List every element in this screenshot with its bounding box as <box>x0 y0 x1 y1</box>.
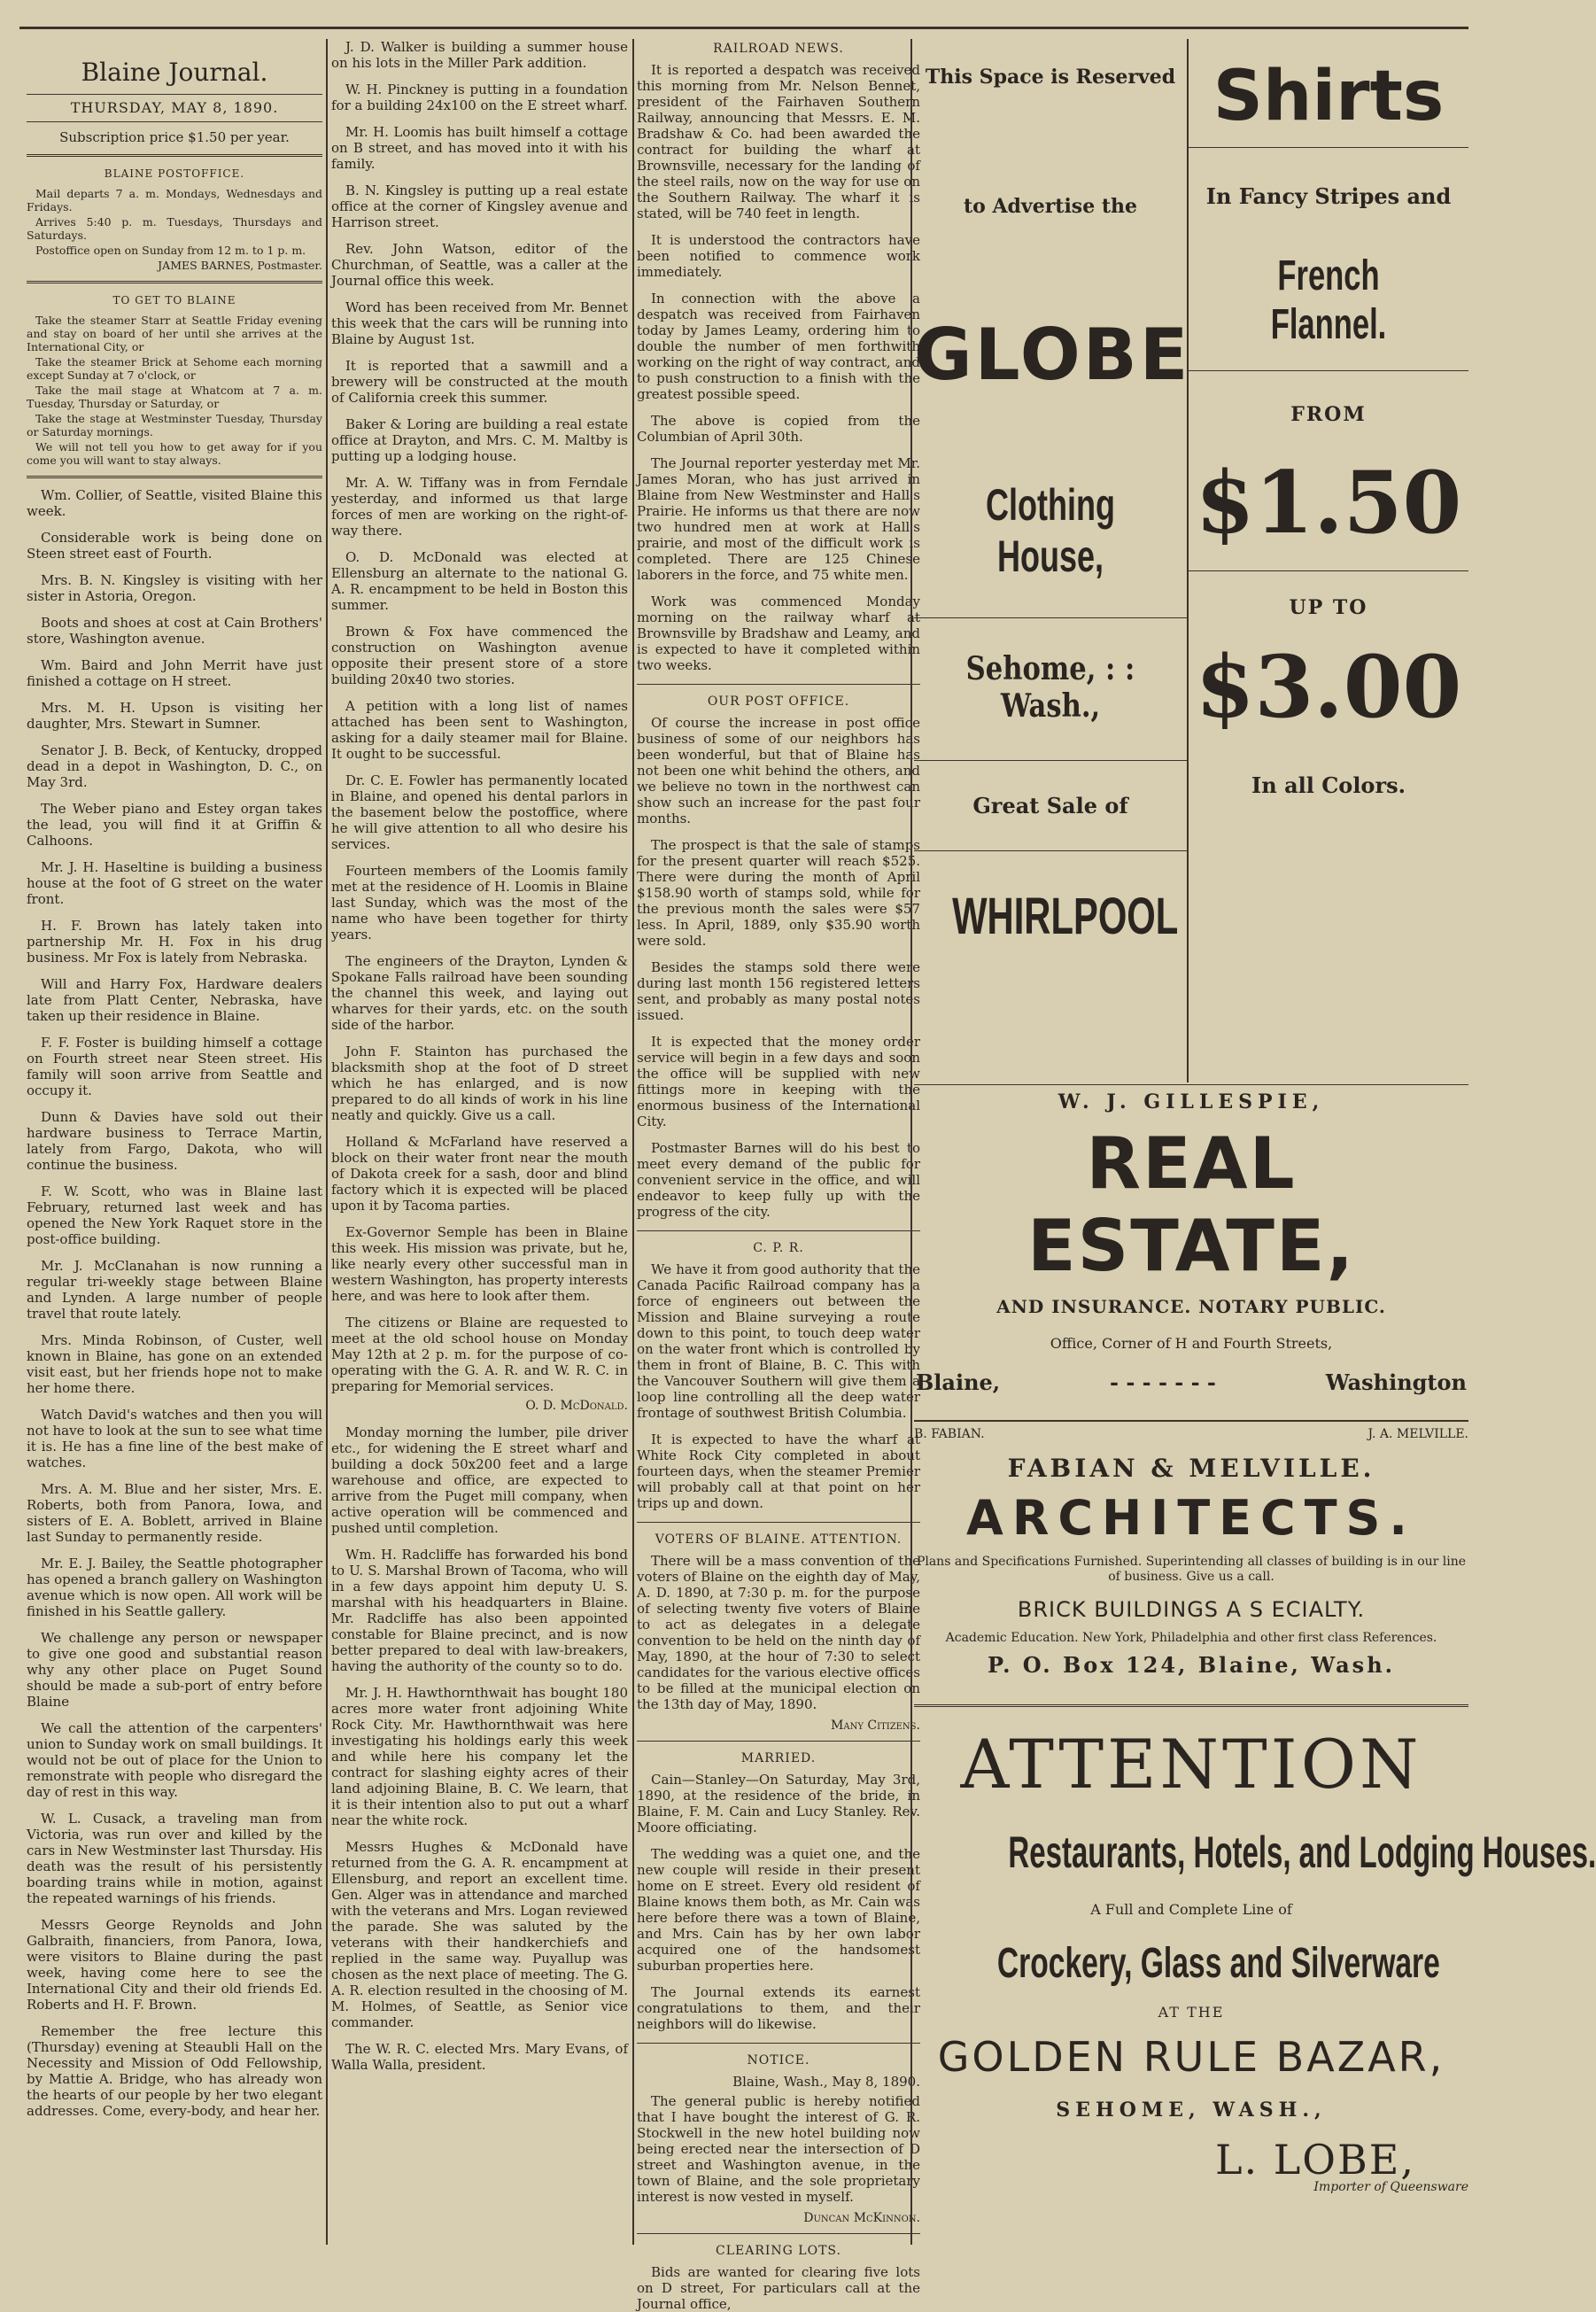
globe-sehome: Sehome, : : Wash., <box>965 650 1135 725</box>
postoffice-line: JAMES BARNES, Postmaster. <box>158 259 322 272</box>
news-item: Mrs. A. M. Blue and her sister, Mrs. E. Roberts, both from Panora, Iowa, and sisters of E. A. Boblett, arrived in Blaine last Sunday to permanently reside. <box>27 1481 322 1545</box>
railroad-item: It is reported a despatch was received this morning from Mr. Nelson Bennet, president of the Fairhaven Southern Railway, announcing that Messrs. E. M. Bradshaw & Co. had been awarded the contract for building the wharf at Brownsville, necessary for the landing of the steel rails, now on the way for use on the Southern Railway. The wharf it is stated, will be 740 feet in length. <box>637 62 920 221</box>
news-item: W. H. Pinckney is putting in a foundation for a building 24x100 on the E street wharf. <box>331 81 628 113</box>
cpr-item: We have it from good authority that the Canada Pacific Railroad company has a force of engineers out between the Mission and Blaine surveying a route down to this point, to touch deep water on the water front which is controlled by them in front of Blaine, B. C. This with the Vancouver Southern will give them a loop line controlling all the deep water frontage of southwest British Columbia. <box>637 1261 920 1421</box>
news-item: B. N. Kingsley is putting up a real estate office at the corner of Kingsley avenue and Harrison street. <box>331 182 628 230</box>
local-items-list-3 <box>331 1424 628 2073</box>
shirts-from: FROM <box>1290 403 1367 426</box>
married-item: The Journal extends its earnest congratulations to them, and their neighbors will do likewise. <box>637 1984 920 2032</box>
signature: O. D. McDonald. <box>525 1399 628 1413</box>
architect-left: B. FABIAN. <box>914 1427 985 1441</box>
news-item: Mr. E. J. Bailey, the Seattle photographer has opened a branch gallery on Washington avenue which is now open. All work will be finished in his Seattle gallery. <box>27 1556 322 1619</box>
globe-whirlpool: WHIRLPOOL <box>952 888 1179 945</box>
shirts-price-low: $1.50 <box>1195 453 1462 553</box>
voters-heading: VOTERS OF BLAINE. ATTENTION. <box>655 1532 903 1547</box>
news-item: Mr. J. McClanahan is now running a regular tri-weekly stage between Blaine and Lynden. A large number of people travel that route lately. <box>27 1258 322 1322</box>
news-item: The W. R. C. elected Mrs. Mary Evans, of Walla Walla, president. <box>331 2041 628 2073</box>
getto-line: Take the steamer Brick at Sehome each morning except Sunday at 7 o'clock, or <box>27 355 322 382</box>
column-1 <box>27 39 322 2245</box>
news-item: Watch David's watches and then you will not have to look at the sun to see what time it is. He has a fine line of the best make of watches. <box>27 1407 322 1470</box>
postoffice-news-items <box>637 715 920 1220</box>
news-item: Remember the free lecture this (Thursday) evening at Steaubli Hall on the Necessity and Mission of Odd Fellowship, by Mattie A. Bridge, who has already won the hearts of our people by her two elegant addresses. Come, every-body, and hear her. <box>27 2023 322 2119</box>
local-items-list-2 <box>331 39 628 1394</box>
notice-heading: NOTICE. <box>747 2053 810 2068</box>
postoffice-item: It is expected that the money order service will begin in a few days and soon the office will be supplied with new fittings more in keeping with the enormous business of the International City. <box>637 1034 920 1129</box>
clearing-heading: CLEARING LOTS. <box>716 2244 841 2258</box>
location-dashes: - - - - - - - <box>1110 1369 1216 1395</box>
attention-full-line: A Full and Complete Line of <box>1090 1901 1292 1918</box>
news-item: Senator J. B. Beck, of Kentucky, dropped dead in a depot in Washington, D. C., on May 3rd. <box>27 742 322 790</box>
news-item: Mr. J. H. Hawthornthwait has bought 180 acres more water front adjoining White Rock City. Mr. Hawthornthwait was here investigating his holdings early this week and while here his company let the contract for slashing eighty acres of their land adjoining Blaine, B. C. We learn, that it is their intention also to put out a wharf near the white rock. <box>331 1685 628 1828</box>
railroad-items <box>637 62 920 673</box>
architect-plans: Plans and Specifications Furnished. Superintending all classes of building is in our line of business. Give us a call. <box>916 1555 1467 1584</box>
column-rule <box>910 39 912 2245</box>
postoffice-block <box>27 187 322 272</box>
newspaper-page <box>19 27 1596 2312</box>
shirts-upto: UP TO <box>1289 596 1368 619</box>
getto-line: Take the stage at Westminster Tuesday, Thursday or Saturday mornings. <box>27 412 322 438</box>
railroad-item: In connection with the above a despatch was received from Fairhaven today by James Leamy, ordering him to double the number of men forthwith working on the right of way contract, and to push construction to a finish with the greatest possible speed. <box>637 291 920 402</box>
news-item: Baker & Loring are building a real estate office at Drayton, and Mrs. C. M. Maltby is putting up a lodging house. <box>331 416 628 464</box>
voters-text: There will be a mass convention of the voters of Blaine on the eighth day of May, A. D. 1890, at 7:30 p. m. for the purpose of selecting twenty five voters of Blaine to act as delegates in a delegate convention to be held on the ninth day of May, 1890, at the hour of 7:30 to select candidates for the various elective offices to be filled at the municipal election on the 13th day of May, 1890. <box>637 1553 920 1712</box>
attention-sehome: SEHOME, WASH., <box>1056 2099 1327 2122</box>
attention-restaurants: Restaurants, Hotels, and Lodging Houses. <box>1008 1827 1596 1877</box>
advertisements <box>914 39 1596 2245</box>
shirts-title: Shirts <box>1212 57 1445 136</box>
column-rule <box>632 39 634 2245</box>
news-item: Monday morning the lumber, pile driver etc., for widening the E street wharf and building a dock 50x200 feet and a large warehouse and office, are expected to arrive from the Puget mill company, when active operation will be commenced and pushed until completion. <box>331 1424 628 1536</box>
architect-brick: BRICK BUILDINGS A S ECIALTY. <box>1017 1597 1366 1622</box>
real-estate-insurance: AND INSURANCE. NOTARY PUBLIC. <box>996 1296 1386 1317</box>
architect-firm: FABIAN & MELVILLE. <box>1007 1454 1375 1483</box>
column-rule <box>326 39 328 2245</box>
postoffice-line: Arrives 5:40 p. m. Tuesdays, Thursdays and Saturdays. <box>27 215 322 242</box>
divider <box>27 154 322 157</box>
news-item: Boots and shoes at cost at Cain Brothers' store, Washington avenue. <box>27 615 322 647</box>
getto-block <box>27 314 322 467</box>
postoffice-line: Mail departs 7 a. m. Mondays, Wednesdays and Fridays. <box>27 187 322 213</box>
divider <box>1189 147 1468 148</box>
getto-heading: TO GET TO BLAINE <box>112 294 236 306</box>
news-item: Messrs Hughes & McDonald have returned from the G. A. R. encampment at Ellensburg, and report an excellent time. Gen. Alger was in attendance and marched with the veterans and Mrs. Logan reviewed the parade. She was saluted by the veterans with their handkerchiefs and replied in the same way. Puyallup was chosen as the next place of meeting. The G. A. R. election resulted in the choosing of M. M. Holmes, of Seattle, as Senior vice commander. <box>331 1839 628 2030</box>
news-item: O. D. McDonald was elected at Ellensburg an alternate to the national G. A. R. encampment to be held in Boston this summer. <box>331 549 628 613</box>
news-item: Holland & McFarland have reserved a block on their water front near the mouth of Dakota creek for a sash, door and blind factory which it is expected will be placed upon it by Tacoma parties. <box>331 1134 628 1214</box>
divider <box>1189 570 1468 571</box>
news-item: H. F. Brown has lately taken into partnership Mr. H. Fox in his drug business. Mr Fox is lately from Nebraska. <box>27 918 322 966</box>
attention-crockery: Crockery, Glass and Silverware <box>996 1940 1440 1987</box>
news-item: Brown & Fox have commenced the construction on Washington avenue opposite their present store of a store building 20x40 two stories. <box>331 624 628 687</box>
attention-importer: Importer of Queensware <box>1313 2180 1468 2194</box>
news-item: Mr. J. H. Haseltine is building a business house at the foot of G street on the water front. <box>27 859 322 907</box>
column-3 <box>637 39 920 2312</box>
column-2 <box>331 39 628 2245</box>
news-item: Wm. Collier, of Seattle, visited Blaine this week. <box>27 487 322 519</box>
cpr-items <box>637 1261 920 1511</box>
cpr-heading: C. P. R. <box>753 1241 804 1255</box>
voters-signature: Many Citizens. <box>831 1718 920 1733</box>
location-right: Washington <box>1325 1369 1467 1395</box>
postoffice-item: The prospect is that the sale of stamps for the present quarter will reach $525. There were during the month of April $158.90 worth of stamps sold, while for the previous month the sales were $57 less. In April, 1889, only $35.90 worth were sold. <box>637 837 920 949</box>
postoffice-item: Postmaster Barnes will do his best to meet every demand of the public for convenient service in the office, and will endeavor to keep fully up with the progress of the city. <box>637 1140 920 1220</box>
news-item: The citizens or Blaine are requested to meet at the old school house on Monday May 12th at 2 p. m. for the purpose of co-operating with the G. A. R. and W. R. C. in preparing for Memorial services. <box>331 1315 628 1394</box>
postoffice-heading: BLAINE POSTOFFICE. <box>104 167 245 180</box>
news-item: Ex-Governor Semple has been in Blaine this week. His mission was private, but he, like nearly every other successful man in western Washington, has property interests here, and was here to look after them. <box>331 1224 628 1304</box>
news-item: The engineers of the Drayton, Lynden & Spokane Falls railroad have been sounding the channel this week, and laying out wharves for their yards, etc. on the south side of the harbor. <box>331 953 628 1033</box>
married-item: Cain—Stanley—On Saturday, May 3rd, 1890, at the residence of the bride, in Blaine, F. M. Cain and Lucy Stanley. Rev. Moore officiating. <box>637 1772 920 1835</box>
railroad-item: Work was commenced Monday morning on the railway wharf at Brownsville by Bradshaw and Leamy, and is expected to have it completed within two weeks. <box>637 594 920 673</box>
postoffice-item: Of course the increase in post office business of some of our neighbors has been wonderful, but that of Blaine has not been one whit behind the others, and we believe no town in the northwest can show such an increase for the past four months. <box>637 715 920 826</box>
news-item: F. F. Foster is building himself a cottage on Fourth street near Steen street. His family will soon arrive from Seattle and occupy it. <box>27 1035 322 1098</box>
railroad-item: The above is copied from the Columbian of April 30th. <box>637 413 920 445</box>
globe-line2: to Advertise the <box>963 195 1138 218</box>
divider <box>637 1741 920 1742</box>
top-rule <box>19 27 1468 29</box>
attention-ad <box>914 1704 1596 2238</box>
news-item: F. W. Scott, who was in Blaine last February, returned last week and has opened the New York Raquet store in the post-office building. <box>27 1183 322 1247</box>
subscription-price: Subscription price $1.50 per year. <box>59 129 290 145</box>
railroad-item: It is understood the contractors have been notified to commence work immediately. <box>637 232 920 280</box>
divider <box>637 2043 920 2044</box>
divider <box>637 1230 920 1231</box>
real-estate-name: W. J. GILLESPIE, <box>1058 1090 1325 1113</box>
news-item: We call the attention of the carpenters' union to Sunday work on small buildings. It would not be out of place for the Union to remonstrate with people who disregard the day of rest in this way. <box>27 1720 322 1800</box>
news-item: Rev. John Watson, editor of the Churchman, of Seattle, was a caller at the Journal office this week. <box>331 241 628 289</box>
globe-line1: This Space is Reserved <box>925 66 1176 89</box>
clearing-text: Bids are wanted for clearing five lots on D street, For particulars call at the Journal office, <box>637 2264 920 2312</box>
news-item: Considerable work is being done on Steen street east of Fourth. <box>27 530 322 562</box>
news-item: W. L. Cusack, a traveling man from Victoria, was run over and killed by the cars in New Westminster last Thursday. His death was the result of his persistently boarding trains while in motion, against the repeated warnings of his friends. <box>27 1811 322 1906</box>
notice-dateline: Blaine, Wash., May 8, 1890. <box>732 2074 920 2090</box>
architect-right: J. A. MELVILLE. <box>1367 1427 1468 1441</box>
attention-at: AT THE <box>1158 2004 1225 2021</box>
architect-names <box>914 1420 1468 1441</box>
divider <box>914 1084 1468 1085</box>
notice-text: The general public is hereby notified that I have bought the interest of G. R. Stockwell in the new hotel building now being erected near the intersection of D street and Washington avenue, in the town of Blaine, and the sole proprietary interest is now vested in myself. <box>637 2093 920 2205</box>
news-item: Wm. Baird and John Merrit have just finished a cottage on H street. <box>27 657 322 689</box>
cpr-item: It is expected to have the wharf at White Rock City completed in about fourteen days, when the steamer Premier will probably call at that point on her trips up and down. <box>637 1431 920 1511</box>
news-item: J. D. Walker is building a summer house on his lots in the Miller Park addition. <box>331 39 628 71</box>
globe-clothing: Clothing House, <box>986 480 1115 581</box>
local-items-list <box>27 487 322 2119</box>
news-item: Mr. H. Loomis has built himself a cottage on B street, and has moved into it with his family. <box>331 124 628 172</box>
married-item: The wedding was a quiet one, and the new couple will reside in their present home on E street. Every old resident of Blaine knows them both, as Mr. Cain was here before there was a town of Blaine, and Mrs. Cain has by her own labor acquired one of the handsomest suburban properties here. <box>637 1846 920 1974</box>
shirts-price-high: $3.00 <box>1195 637 1462 737</box>
news-item: Fourteen members of the Loomis family met at the residence of H. Loomis in Blaine last Sunday, which was the most of the name who have been together for thirty years. <box>331 863 628 943</box>
divider <box>637 2233 920 2234</box>
divider <box>637 1522 920 1523</box>
news-item: The Weber piano and Estey organ takes the lead, you will find it at Griffin & Calhoons. <box>27 801 322 849</box>
architect-title: ARCHITECTS. <box>966 1490 1416 1546</box>
divider <box>914 617 1187 618</box>
postoffice-news-heading: OUR POST OFFICE. <box>707 694 850 709</box>
getto-line: We will not tell you how to get away for if you come you will want to stay always. <box>27 440 322 467</box>
divider <box>27 281 322 283</box>
divider <box>914 760 1187 761</box>
news-item: Mrs. Minda Robinson, of Custer, well known in Blaine, has gone on an extended visit east, but her friends hope not to make her home there. <box>27 1332 322 1396</box>
real-estate-title: REAL ESTATE, <box>1027 1122 1355 1287</box>
divider <box>637 684 920 685</box>
news-item: Mrs. B. N. Kingsley is visiting with her sister in Astoria, Oregon. <box>27 572 322 604</box>
getto-line: Take the mail stage at Whatcom at 7 a. m. Tuesday, Thursday or Saturday, or <box>27 384 322 410</box>
real-estate-office: Office, Corner of H and Fourth Streets, <box>1050 1335 1333 1352</box>
news-item: Mr. A. W. Tiffany was in from Ferndale yesterday, and informed us that large forces of men are working on the right-of-way there. <box>331 475 628 539</box>
railroad-heading: RAILROAD NEWS. <box>713 42 844 56</box>
architect-box: P. O. Box 124, Blaine, Wash. <box>988 1652 1395 1678</box>
news-item: We challenge any person or newspaper to give one good and substantial reason why any other place on Puget Sound should be made a sub-port of entry before Blaine <box>27 1630 322 1710</box>
getto-line: Take the steamer Starr at Seattle Friday evening and stay on board of her until she arrives at the International City, or <box>27 314 322 353</box>
attention-golden-rule: GOLDEN RULE BAZAR, <box>937 2033 1445 2081</box>
news-item: Messrs George Reynolds and John Galbraith, financiers, from Panora, Iowa, were visitors to Blaine during the past week, having come here to see the International City and their old friends Ed. Roberts and H. F. Brown. <box>27 1917 322 2013</box>
real-estate-location <box>916 1369 1467 1395</box>
news-item: Dunn & Davies have sold out their hardware business to Terrace Martin, lately from Fargo, Dakota, who will continue the business. <box>27 1109 322 1173</box>
news-item: Will and Harry Fox, Hardware dealers late from Platt Center, Nebraska, have taken up their residence in Blaine. <box>27 976 322 1024</box>
shirts-fancy: In Fancy Stripes and <box>1205 183 1452 209</box>
postoffice-item: Besides the stamps sold there were during last month 156 registered letters sent, and probably as many postal notes issued. <box>637 959 920 1023</box>
globe-great-sale: Great Sale of <box>972 793 1128 819</box>
attention-lobe: L. LOBE, <box>1214 2136 1415 2184</box>
news-item: Dr. C. E. Fowler has permanently located in Blaine, and opened his dental parlors in the basement below the postoffice, where he will give attention to all who desire his services. <box>331 772 628 852</box>
globe-title: GLOBE <box>914 314 1191 396</box>
globe-ad <box>914 39 1189 1082</box>
news-item: Word has been received from Mr. Bennet this week that the cars will be running into Blaine by August 1st. <box>331 299 628 347</box>
real-estate-ad <box>914 1084 1468 1678</box>
news-item: Wm. H. Radcliffe has forwarded his bond to U. S. Marshal Brown of Tacoma, who will in a few days appoint him deputy U. S. marshal with his headquarters in Blaine. Mr. Radcliffe has also been appointed constable for Blaine precinct, and is now better prepared to deal with law-breakers, having the authority of the county so to do. <box>331 1547 628 1674</box>
divider <box>27 476 322 478</box>
news-item: Mrs. M. H. Upson is visiting her daughter, Mrs. Stewart in Sumner. <box>27 700 322 732</box>
shirts-ad <box>1189 39 1468 1082</box>
news-item: It is reported that a sawmill and a brewery will be constructed at the mouth of California creek this summer. <box>331 358 628 406</box>
shirts-french: French Flannel. <box>1270 252 1387 348</box>
architect-academic: Academic Education. New York, Philadelphia and other first class References. <box>945 1631 1437 1645</box>
location-left: Blaine, <box>916 1369 1001 1395</box>
masthead-date: THURSDAY, MAY 8, 1890. <box>27 94 322 122</box>
postoffice-line: Postoffice open on Sunday from 12 m. to 1 p. m. <box>35 244 306 257</box>
attention-title: ATTENTION <box>960 1725 1422 1804</box>
shirts-colors: In all Colors. <box>1251 772 1406 798</box>
news-item: A petition with a long list of names attached has been sent to Washington, asking for a daily steamer mail for Blaine. It ought to be successful. <box>331 698 628 762</box>
masthead-title: Blaine Journal. <box>81 58 268 87</box>
married-heading: MARRIED. <box>740 1751 817 1765</box>
news-item: John F. Stainton has purchased the blacksmith shop at the foot of D street which he has enlarged, and is now prepared to do all kinds of work in his line neatly and quickly. Give us a call. <box>331 1044 628 1123</box>
divider <box>1189 370 1468 371</box>
divider <box>914 850 1187 851</box>
married-items <box>637 1772 920 2032</box>
railroad-item: The Journal reporter yesterday met Mr. James Moran, who has just arrived in Blaine from New Westminster and Hall's Prairie. He informs us that there are now two hundred men at work at Hall's prairie, and most of the difficult work is completed. There are 125 Chinese laborers in the force, and 75 white men. <box>637 455 920 583</box>
notice-signature: Duncan McKinnon. <box>803 2211 920 2225</box>
